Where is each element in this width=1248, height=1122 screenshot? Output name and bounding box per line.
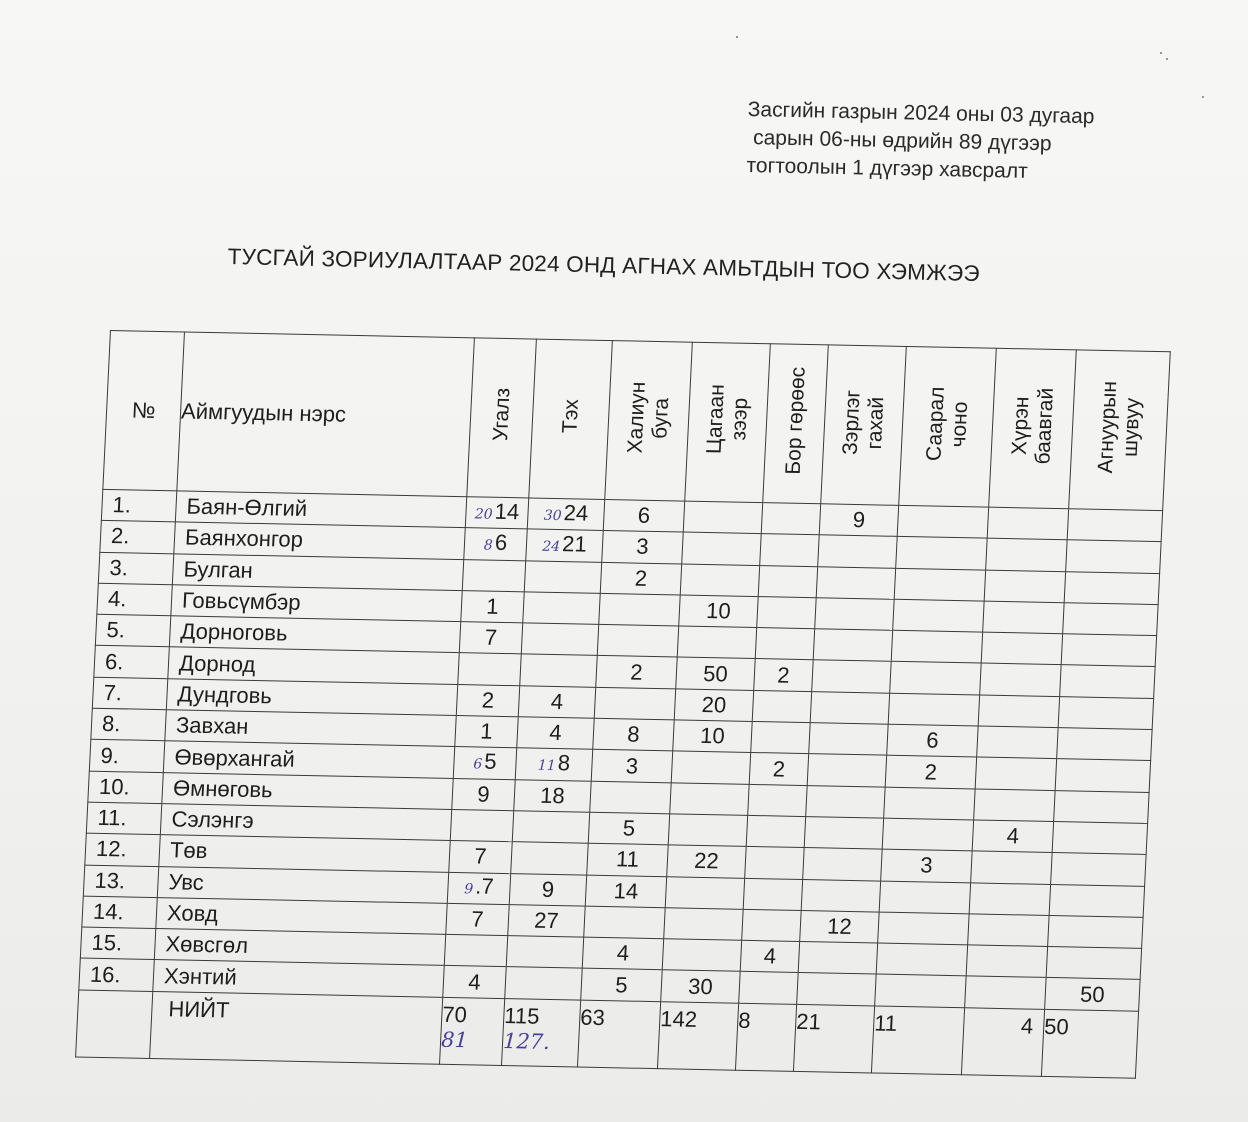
total-roe-deer: 8 [735, 1003, 796, 1071]
cell-value: 2 [629, 659, 644, 685]
handwritten-note: 20 [474, 506, 493, 523]
cell-value: 9 [852, 507, 866, 533]
cell-game-birds [1058, 696, 1153, 729]
cell-value: 4 [548, 720, 563, 746]
header-brown-bear-label: Хүрэн баавгай [1007, 387, 1058, 465]
total-gazelle: 142 [657, 1001, 738, 1070]
header-gazelle-label: Цагаан зээр [702, 384, 752, 455]
cell-game-birds [1063, 603, 1158, 636]
cell-value: 50 [1079, 981, 1106, 1007]
cell-brown-bear [975, 757, 1056, 790]
cell-game-birds [1048, 915, 1143, 948]
cell-value: 6 [925, 727, 940, 753]
cell-ibex [523, 592, 600, 625]
cell-brown-bear [986, 538, 1067, 571]
cell-value: 22 [693, 848, 720, 874]
cell-gazelle [671, 751, 750, 784]
paper-speck [1166, 58, 1168, 60]
cell-roe-deer [745, 847, 804, 879]
header-red-deer-label: Халиун буга [622, 381, 673, 454]
cell-game-birds [1057, 728, 1152, 761]
header-wild-boar [821, 345, 907, 505]
header-grey-wolf [899, 346, 997, 507]
cell-gazelle [679, 595, 758, 628]
cell-roe-deer [739, 972, 798, 1004]
cell-value: 1 [479, 718, 494, 744]
cell-value: 3 [625, 752, 639, 779]
total-argali-handwritten: 81 [440, 1027, 469, 1053]
cell-value: 10 [699, 723, 726, 749]
cell-wild-boar [813, 629, 892, 662]
cell-red-deer [594, 687, 675, 720]
cell-argali [456, 684, 519, 717]
header-grey-wolf-label: Саарал чоно [921, 386, 972, 461]
cell-value: 14 [613, 877, 639, 904]
header-gazelle [685, 342, 771, 502]
total-grey-wolf: 11 [871, 1006, 964, 1075]
cell-gazelle [683, 501, 762, 534]
cell-gazelle [665, 876, 744, 909]
cell-grey-wolf [879, 881, 970, 914]
cell-value: 20 [701, 691, 727, 718]
cell-red-deer [603, 499, 684, 532]
province-name: Завхан [165, 710, 456, 747]
cell-game-birds [1046, 947, 1141, 980]
cell-ibex [515, 748, 592, 781]
row-number: 5. [95, 614, 170, 647]
total-ibex [502, 998, 581, 1066]
row-number: 14. [82, 896, 157, 929]
cell-value: 8 [557, 750, 571, 776]
cell-wild-boar [807, 754, 886, 787]
cell-red-deer [591, 750, 672, 783]
table-body [79, 489, 1163, 1011]
cell-value: 5 [614, 971, 629, 998]
cell-wild-boar [819, 504, 898, 537]
cell-value: 4 [616, 940, 630, 966]
province-name: Дорнод [168, 647, 459, 684]
cell-game-birds [1045, 978, 1140, 1011]
cell-red-deer [597, 625, 678, 658]
cell-argali [452, 778, 515, 811]
province-name: Булган [172, 553, 463, 590]
cell-roe-deer [751, 722, 810, 754]
cell-brown-bear [965, 976, 1046, 1009]
annex-note [746, 96, 1095, 187]
cell-ibex [527, 498, 604, 531]
cell-wild-boar [812, 660, 891, 693]
cell-value: 30 [687, 973, 714, 999]
province-name: Ховд [156, 897, 447, 934]
cell-wild-boar [800, 910, 879, 943]
cell-wild-boar [801, 879, 880, 912]
cell-grey-wolf [875, 974, 966, 1007]
province-name: Говьсүмбэр [171, 585, 462, 622]
cell-brown-bear [966, 945, 1047, 978]
cell-gazelle [674, 689, 753, 722]
cell-gazelle [661, 970, 740, 1003]
cell-ibex [520, 654, 597, 687]
cell-ibex [506, 936, 583, 969]
row-number: 3. [98, 552, 173, 585]
cell-value: 5 [483, 748, 498, 774]
cell-value: 27 [533, 907, 560, 934]
annex-line-1: Засгийн газрын 2024 оны 03 дугаар [747, 97, 1095, 129]
province-name: Төв [159, 835, 450, 872]
cell-brown-bear [971, 851, 1052, 884]
cell-value: 24 [563, 499, 589, 526]
cell-brown-bear [978, 695, 1059, 728]
cell-wild-boar [816, 566, 895, 599]
total-ibex-value: 115 [503, 1002, 541, 1029]
cell-gazelle [677, 626, 756, 659]
province-name: Сэлэнгэ [160, 804, 451, 841]
cell-value: 7 [473, 843, 488, 870]
row-number: 10. [88, 771, 163, 804]
cell-gazelle [676, 657, 755, 690]
cell-grey-wolf [887, 724, 978, 757]
cell-grey-wolf [893, 599, 984, 632]
cell-game-birds [1051, 853, 1146, 886]
cell-value: 7 [470, 906, 485, 932]
cell-grey-wolf [897, 505, 988, 538]
cell-ibex [505, 967, 582, 1000]
cell-grey-wolf [894, 568, 985, 601]
cell-value: 4 [550, 688, 564, 715]
cell-red-deer [585, 875, 666, 908]
cell-value: .7 [474, 873, 495, 900]
row-number: 11. [86, 802, 161, 835]
cell-ibex [508, 904, 585, 937]
cell-argali [459, 622, 522, 655]
cell-value: 2 [481, 687, 495, 713]
cell-game-birds [1061, 634, 1156, 667]
handwritten-note: 9 [463, 881, 474, 898]
cell-ibex [524, 560, 601, 593]
cell-brown-bear [974, 789, 1055, 822]
total-game-birds: 50 [1041, 1009, 1138, 1078]
cell-argali [458, 653, 521, 686]
cell-value: 7 [484, 624, 498, 651]
cell-red-deer [588, 812, 669, 845]
annex-line-3: тогтоолын 1 дүгээр хавсралт [746, 153, 1028, 183]
cell-argali [455, 716, 518, 749]
cell-value: 14 [494, 498, 520, 524]
cell-roe-deer [740, 940, 799, 972]
cell-grey-wolf [876, 943, 967, 976]
cell-argali [443, 966, 506, 999]
header-argali [467, 338, 537, 498]
document-title: ТУСГАЙ ЗОРИУЛАЛТААР 2024 ОНД АГНАХ АМЬТДЫН ТОО ХЭМЖЭЭ [227, 244, 981, 287]
cell-game-birds [1064, 571, 1159, 604]
hunting-quota-table [75, 330, 1171, 1078]
cell-roe-deer [743, 878, 802, 910]
header-red-deer [605, 341, 693, 501]
cell-brown-bear [987, 507, 1068, 540]
cell-value: 6 [637, 502, 651, 529]
handwritten-note: 6 [472, 756, 483, 773]
cell-roe-deer [757, 596, 816, 628]
paper-speck [736, 36, 738, 38]
cell-value: 5 [622, 815, 636, 841]
cell-value: 2 [634, 565, 648, 591]
cell-grey-wolf [888, 693, 979, 726]
cell-game-birds [1060, 665, 1155, 698]
cell-wild-boar [806, 785, 885, 818]
cell-wild-boar [797, 973, 876, 1006]
row-number: 7. [92, 677, 167, 710]
cell-wild-boar [803, 848, 882, 881]
row-number: 12. [85, 833, 160, 866]
cell-red-deer [599, 593, 680, 626]
cell-roe-deer [758, 565, 817, 597]
cell-wild-boar [798, 942, 877, 975]
cell-roe-deer [749, 753, 808, 785]
header-brown-bear [989, 348, 1077, 508]
cell-value: 8 [626, 721, 641, 747]
cell-wild-boar [810, 691, 889, 724]
cell-roe-deer [742, 909, 801, 941]
cell-gazelle [662, 939, 741, 972]
row-number: 6. [94, 646, 169, 679]
cell-value: 18 [539, 782, 566, 809]
cell-value: 2 [776, 662, 791, 688]
total-number-cell [76, 990, 153, 1058]
handwritten-note: 30 [543, 507, 562, 524]
total-wild-boar: 21 [793, 1004, 874, 1073]
cell-red-deer [590, 781, 671, 814]
cell-red-deer [582, 937, 663, 970]
cell-value: 2 [772, 755, 786, 782]
cell-ibex [526, 529, 603, 562]
cell-argali [462, 559, 525, 592]
province-name: Хөвсгөл [154, 929, 445, 966]
cell-value: 3 [635, 534, 650, 560]
cell-roe-deer [748, 784, 807, 816]
total-argali-value: 70 [441, 1001, 468, 1028]
cell-grey-wolf [890, 662, 981, 695]
cell-game-birds [1067, 509, 1162, 542]
cell-ibex [512, 811, 589, 844]
header-roe-deer-label: Бор гөрөөс [781, 366, 810, 475]
province-name: Өвөрхангай [163, 741, 454, 778]
cell-brown-bear [980, 664, 1061, 697]
header-game-birds-label: Агнуурын шувуу [1093, 380, 1145, 474]
cell-game-birds [1054, 790, 1149, 823]
cell-value: 50 [702, 660, 729, 687]
cell-argali [446, 903, 509, 936]
cell-red-deer [593, 718, 674, 751]
cell-grey-wolf [896, 537, 987, 570]
handwritten-note: 8 [483, 537, 494, 554]
total-label: НИЙТ [150, 991, 443, 1064]
cell-brown-bear [968, 914, 1049, 947]
cell-ibex [518, 686, 595, 719]
cell-red-deer [587, 843, 668, 876]
cell-value: 3 [919, 852, 934, 879]
header-ibex-label: Тэх [557, 399, 583, 434]
total-argali [440, 997, 505, 1065]
cell-game-birds [1052, 822, 1147, 855]
cell-grey-wolf [882, 818, 973, 851]
header-number: № [103, 331, 185, 491]
total-ibex-handwritten: 127. [502, 1028, 551, 1054]
header-ibex [529, 339, 613, 499]
header-argali-label: Угалз [488, 388, 514, 442]
province-name: Дорноговь [169, 616, 460, 653]
row-number: 8. [91, 708, 166, 741]
cell-argali [464, 528, 527, 561]
cell-ibex [509, 873, 586, 906]
paper-speck [1160, 52, 1162, 54]
header-row [103, 331, 1170, 511]
cell-game-birds [1055, 759, 1150, 792]
total-red-deer: 63 [577, 1000, 660, 1069]
cell-grey-wolf [881, 849, 972, 882]
cell-ibex [521, 623, 598, 656]
cell-gazelle [673, 720, 752, 753]
cell-value: 6 [494, 529, 508, 555]
province-name: Хэнтий [153, 960, 444, 997]
cell-argali [453, 747, 516, 780]
row-number: 13. [83, 865, 158, 898]
row-number: 2. [100, 521, 175, 554]
cell-ibex [511, 842, 588, 875]
cell-value: 9 [476, 781, 491, 807]
cell-gazelle [680, 564, 759, 597]
cell-brown-bear [984, 570, 1065, 603]
annex-line-2: сарын 06-ны өдрийн 89 дүгээр [752, 126, 1052, 156]
cell-gazelle [664, 908, 743, 941]
cell-argali [444, 935, 507, 968]
cell-red-deer [581, 969, 662, 1002]
cell-argali [465, 497, 528, 530]
cell-roe-deer [752, 690, 811, 722]
cell-value: 12 [826, 913, 853, 939]
cell-ibex [517, 717, 594, 750]
cell-value: 2 [924, 758, 938, 785]
header-province-name: Аймгуудын нэрс [177, 332, 475, 497]
cell-gazelle [682, 532, 761, 565]
cell-gazelle [670, 783, 749, 816]
cell-grey-wolf [885, 756, 976, 789]
cell-value: 4 [1006, 823, 1020, 849]
row-number: 16. [79, 958, 154, 991]
cell-red-deer [596, 656, 677, 689]
header-roe-deer [763, 344, 829, 504]
cell-roe-deer [760, 534, 819, 566]
cell-wild-boar [804, 817, 883, 850]
cell-red-deer [602, 531, 683, 564]
cell-roe-deer [754, 659, 813, 691]
cell-roe-deer [755, 628, 814, 660]
cell-argali [461, 591, 524, 624]
cell-brown-bear [981, 632, 1062, 665]
cell-value: 1 [485, 593, 500, 619]
province-name: Баян-Өлгий [175, 491, 466, 528]
cell-gazelle [668, 814, 747, 847]
cell-value: 21 [561, 531, 588, 557]
handwritten-note: 11 [537, 757, 557, 775]
cell-grey-wolf [878, 912, 969, 945]
cell-value: 4 [467, 968, 482, 995]
cell-argali [447, 872, 510, 905]
cell-gazelle [667, 845, 746, 878]
province-name: Өмнөговь [162, 772, 453, 809]
cell-brown-bear [983, 601, 1064, 634]
paper-speck [1202, 96, 1204, 98]
quota-table-wrapper [75, 330, 1171, 1078]
cell-grey-wolf [891, 630, 982, 663]
cell-argali [449, 841, 512, 874]
cell-game-birds [1066, 540, 1161, 573]
cell-argali [450, 809, 513, 842]
cell-ibex [514, 779, 591, 812]
cell-game-birds [1049, 884, 1144, 917]
cell-brown-bear [969, 882, 1050, 915]
province-name: Дундговь [166, 679, 457, 716]
row-number: 15. [80, 927, 155, 960]
cell-value: 10 [705, 598, 732, 624]
province-name: Увс [157, 866, 448, 903]
row-number: 4. [97, 583, 172, 616]
cell-wild-boar [818, 535, 897, 568]
cell-wild-boar [809, 723, 888, 756]
handwritten-note: 24 [541, 538, 561, 556]
cell-value: 11 [615, 846, 640, 873]
province-name: Баянхонгор [174, 522, 465, 559]
cell-value: 9 [541, 876, 555, 902]
header-game-birds [1069, 350, 1171, 511]
total-brown-bear: 4 [961, 1008, 1044, 1077]
cell-red-deer [600, 562, 681, 595]
cell-brown-bear [972, 820, 1053, 853]
row-number: 1. [101, 489, 176, 522]
cell-wild-boar [815, 598, 894, 631]
cell-grey-wolf [884, 787, 975, 820]
cell-value: 4 [763, 943, 777, 969]
cell-red-deer [584, 906, 665, 939]
cell-roe-deer [746, 815, 805, 847]
cell-roe-deer [761, 503, 820, 535]
cell-brown-bear [977, 726, 1058, 759]
row-number: 9. [89, 740, 164, 773]
header-wild-boar-label: Зэрлэг гахай [838, 389, 888, 455]
